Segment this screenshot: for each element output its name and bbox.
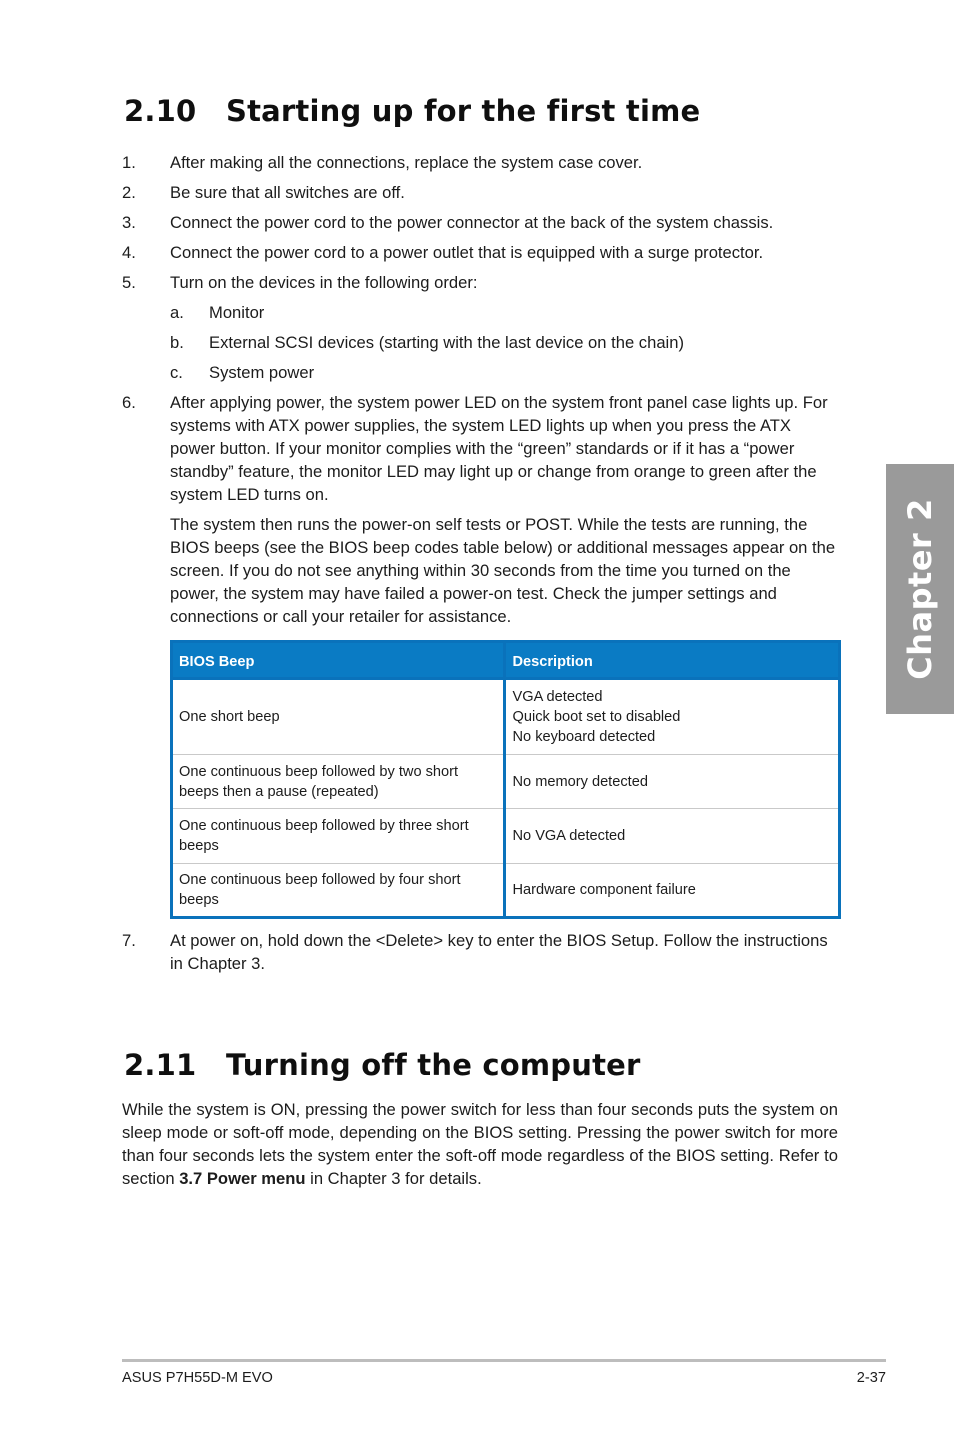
column-header-description: Description <box>505 642 840 679</box>
beep-cell: One continuous beep followed by four short beeps <box>172 864 505 918</box>
post-paragraph: The system then runs the power-on self tests or POST. While the tests are running, the BIOS beeps (see the BIOS beep codes table below) or additional messages appear on the screen. If you do not see anything within 30 seconds from the time you turned on the power, the system may have failed a power-on test. Check the jumper settings and connections or call your retailer for assistance. <box>170 515 836 626</box>
table-row <box>172 755 840 809</box>
footer-product-name: ASUS P7H55D-M EVO <box>122 1370 273 1386</box>
table-row <box>172 809 840 864</box>
section-title: Starting up for the first time <box>226 94 701 128</box>
list-number: 3. <box>122 213 136 232</box>
list-text: Turn on the devices in the following order: <box>170 273 478 292</box>
list-number: 4. <box>122 243 136 262</box>
paragraph-text: in Chapter 3 for details. <box>305 1169 482 1188</box>
footer-divider <box>122 1359 886 1362</box>
section-reference: 3.7 Power menu <box>179 1169 306 1188</box>
power-off-paragraph <box>122 1098 838 1190</box>
bios-beep-table <box>170 640 841 919</box>
list-number: 5. <box>122 273 136 292</box>
section-2-10-heading <box>124 94 700 128</box>
list-text: Connect the power cord to a power outlet that is equipped with a surge protector. <box>170 243 764 262</box>
description-cell <box>505 679 840 755</box>
beep-cell: One continuous beep followed by three short beeps <box>172 809 505 864</box>
description-cell <box>505 864 840 918</box>
list-text: Connect the power cord to the power connector at the back of the system chassis. <box>170 213 774 232</box>
list-number: 2. <box>122 183 136 202</box>
list-number: 1. <box>122 153 136 172</box>
description-line: VGA detected <box>512 689 603 705</box>
footer-page-number: 2-37 <box>856 1370 886 1386</box>
chapter-label: Chapter 2 <box>901 498 939 680</box>
description-line: No VGA detected <box>512 828 626 844</box>
sub-list-text: External SCSI devices (starting with the last device on the chain) <box>209 333 684 352</box>
table-row <box>172 864 840 918</box>
beep-cell: One short beep <box>172 679 505 755</box>
table-header-row <box>172 642 840 679</box>
column-header-bios-beep: BIOS Beep <box>172 642 505 679</box>
sub-list-letter: c. <box>170 363 183 382</box>
description-line: Quick boot set to disabled <box>512 709 681 725</box>
sub-list-text: Monitor <box>209 303 265 322</box>
section-2-11-heading <box>124 1048 641 1082</box>
paragraph-text: While the system is ON, pressing the power switch for less than four seconds puts the system on sleep mode or soft-off mode, depending on the BIOS setting. Pressing the power switch for more than four seconds lets the system enter the soft-off mode regardless of the BIOS setting. Refer to section <box>122 1100 838 1188</box>
section-title: Turning off the computer <box>226 1048 641 1082</box>
sub-list-letter: b. <box>170 333 184 352</box>
list-text: Be sure that all switches are off. <box>170 183 405 202</box>
list-number: 7. <box>122 931 136 950</box>
section-number: 2.10 <box>124 94 197 128</box>
list-text: After making all the connections, replace the system case cover. <box>170 153 643 172</box>
sub-list-text: System power <box>209 363 315 382</box>
table-row <box>172 679 840 755</box>
section-number: 2.11 <box>124 1048 197 1082</box>
description-cell <box>505 755 840 809</box>
description-cell <box>505 809 840 864</box>
sub-list-letter: a. <box>170 303 184 322</box>
description-line: No keyboard detected <box>512 729 656 745</box>
list-text: At power on, hold down the <Delete> key to enter the BIOS Setup. Follow the instructions in Chapter 3. <box>170 931 828 973</box>
list-number: 6. <box>122 393 136 412</box>
description-line: No memory detected <box>512 773 648 790</box>
description-line: Hardware component failure <box>512 882 696 898</box>
chapter-tab <box>886 464 954 714</box>
beep-cell: One continuous beep followed by two short beeps then a pause (repeated) <box>172 755 505 809</box>
list-text: After applying power, the system power LED on the system front panel case lights up. For systems with ATX power supplies, the system LED lights up when you press the ATX power button. If your monitor complies with the “green” standards or if it has a “power standby” feature, the monitor LED may light up or change from orange to green after the system LED turns on. <box>170 393 828 504</box>
